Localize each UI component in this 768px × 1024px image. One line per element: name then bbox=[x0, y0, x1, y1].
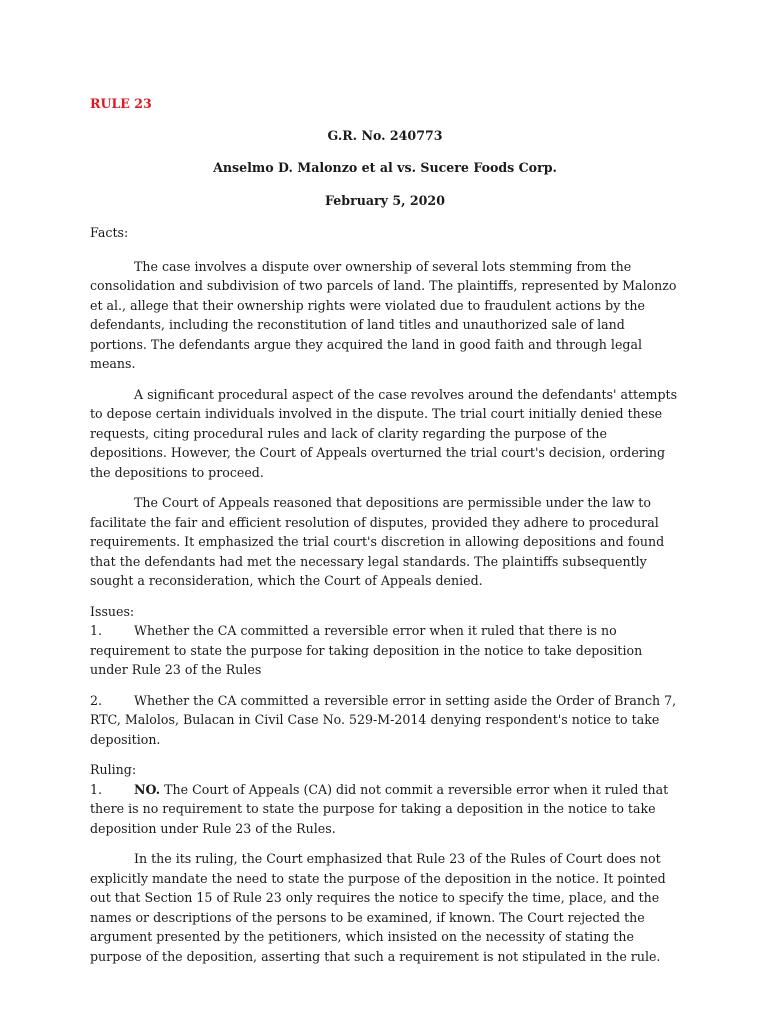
case-number: G.R. No. 240773 bbox=[327, 127, 443, 143]
ruling-label: Ruling: bbox=[90, 762, 137, 777]
rule-title: RULE 23 bbox=[90, 96, 152, 111]
case-title: Anselmo D. Malonzo et al vs. Sucere Foods Corp. bbox=[213, 160, 557, 175]
ruling-summary: The Court of Appeals (CA) did not commit a reversible error when it ruled that there is no requirement to state the purpose for taking a deposition in the notice to take deposition under Rule 23 of the Rules. bbox=[90, 781, 669, 836]
ruling-number: 1. bbox=[90, 781, 103, 797]
facts-paragraph-3: The Court of Appeals reasoned that depositions are permissible under the law to facilitate the fair and efficient resolution of disputes, provided they adhere to procedural requirements. It emphasized the trial court's discretion in allowing depositions and found that the defendants had met the necessary legal standards. The plaintiffs subsequently sought a reconsideration, which the Court of Appeals denied. bbox=[90, 495, 665, 588]
issue-text: Whether the CA committed a reversible error when it ruled that there is no requirement to state the purpose for taking deposition in the notice to take deposition under Rule 23 of the Rules bbox=[90, 623, 643, 677]
facts-paragraph-1: The case involves a dispute over ownership of several lots stemming from the consolidation and subdivision of two parcels of land. The plaintiffs, represented by Malonzo et al., allege that their ownership rights were violated due to fraudulent actions by the defendants, including the reconstitution of land titles and unauthorized sale of land portions. The defendants argue they acquired the land in good faith and through legal means. bbox=[90, 258, 677, 371]
case-date: February 5, 2020 bbox=[325, 192, 445, 208]
issue-number: 1. bbox=[90, 623, 103, 638]
issue-number: 2. bbox=[90, 692, 103, 708]
issue-item-1 bbox=[90, 621, 680, 680]
issue-text: Whether the CA committed a reversible error in setting aside the Order of Branch 7, RTC, Malolos, Bulacan in Civil Case No. 529-M-2014 denying respondent's notice to take deposition. bbox=[90, 692, 677, 747]
facts-label: Facts: bbox=[90, 225, 129, 240]
ruling-paragraph: In the its ruling, the Court emphasized that Rule 23 of the Rules of Court does not explicitly mandate the need to state the purpose of the deposition in the notice. It pointed out that Section 15 of Rule 23 only requires the notice to specify the time, place, and the names or descriptions of the persons to be examined, if known. The Court rejected the argument presented by the petitioners, which insisted on the necessity of stating the purpose of the deposition, asserting that such a requirement is not stipulated in the rule. bbox=[90, 851, 666, 964]
facts-paragraph-2: A significant procedural aspect of the case revolves around the defendants' attempts to depose certain individuals involved in the dispute. The trial court initially denied these requests, citing procedural rules and lack of clarity regarding the purpose of the depositions. However, the Court of Appeals overturned the trial court's decision, ordering the depositions to proceed. bbox=[90, 386, 678, 480]
document-page bbox=[90, 94, 680, 977]
issue-item-2 bbox=[90, 691, 680, 750]
ruling-verdict: NO. bbox=[134, 781, 161, 797]
ruling-item-1 bbox=[90, 780, 680, 839]
issues-label: Issues: bbox=[90, 603, 135, 619]
